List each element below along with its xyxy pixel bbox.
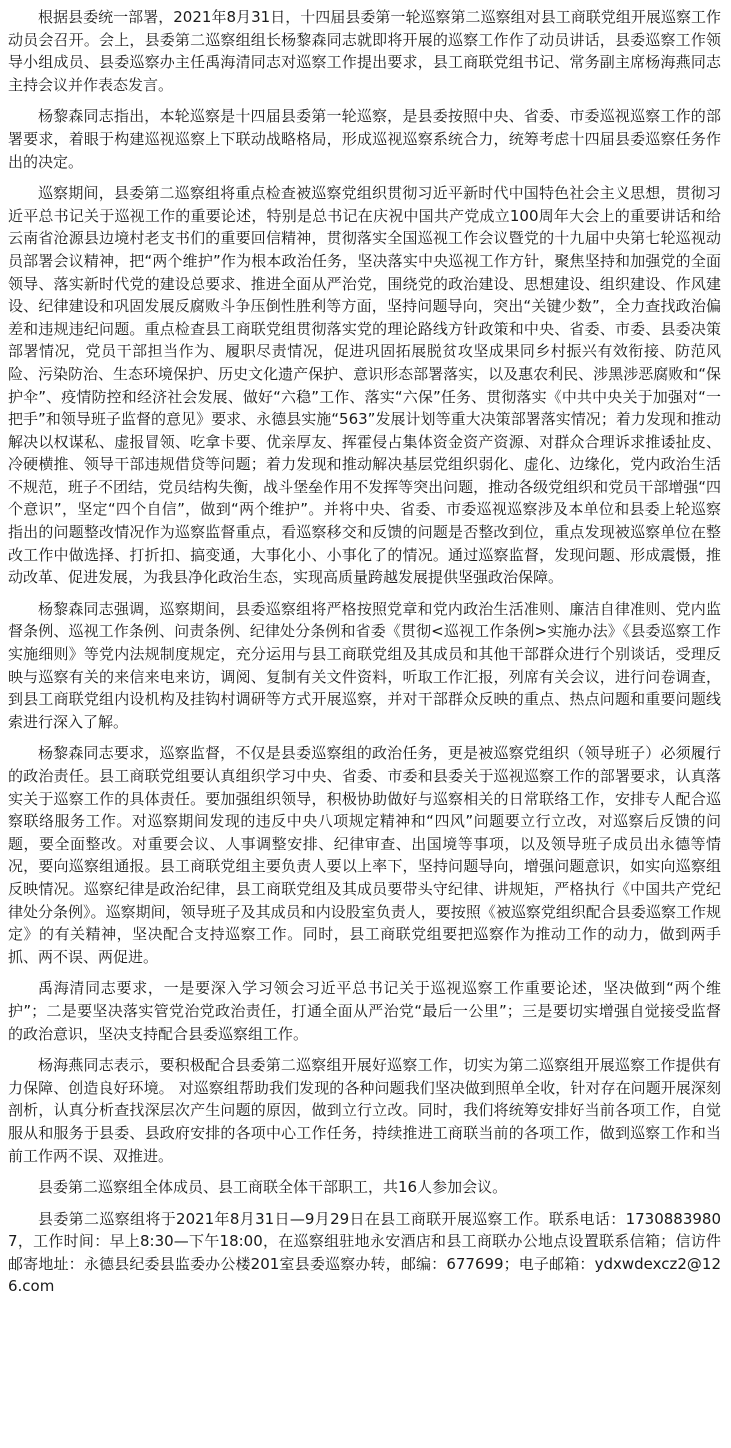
paragraph-inspection-purpose: 杨黎森同志指出，本轮巡察是十四届县委第一轮巡察，是县委按照中央、省委、市委巡视巡察工作的部署要求，着眼于构建巡视巡察上下联动战略格局，形成巡视巡察系统合力，统筹考虑十四届县委巡察任务作出的决定。 (8, 107, 721, 171)
paragraph-yu-haiqing-requirements: 禹海清同志要求，一是要深入学习领会习近平总书记关于巡视巡察工作重要论述，坚决做到“两个维护”；二是要坚决落实管党治党政治责任，打通全面从严治党“最后一公里”；三是要切实增强自觉接受监督的政治意识，坚决支持配合县委巡察组工作。 (8, 979, 721, 1043)
paragraph-requirements: 杨黎森同志要求，巡察监督，不仅是县委巡察组的政治任务，更是被巡察党组织（领导班子）必须履行的政治责任。县工商联党组要认真组织学习中央、省委、市委和县委关于巡视巡察工作的部署要求，认真落实关于巡察工作的具体责任。要加强组织领导，积极协助做好与巡察相关的日常联络工作，安排专人配合巡察联络服务工作。对巡察期间发现的违反中央八项规定精神和“四风”问题要立行立改，对巡察后反馈的问题，要全面整改。对重要会议、人事调整安排、纪律审查、出国境等事项，以及领导班子成员出永德等情况，要向巡察组通报。县工商联党组主要负责人要以上率下，坚持问题导向，增强问题意识，如实向巡察组反映情况。巡察纪律是政治纪律，县工商联党组及其成员要带头守纪律、讲规矩，严格执行《中国共产党纪律处分条例》。巡察期间，领导班子及其成员和内设股室负责人，要按照《被巡察党组织配合县委巡察工作规定》的有关精神，坚决配合支持巡察工作。同时，县工商联党组要把巡察作为推动工作的动力，做到两手抓、两不误、两促进。 (8, 744, 721, 966)
paragraph-attendance: 县委第二巡察组全体成员、县工商联全体干部职工，共16人参加会议。 (38, 1178, 508, 1197)
paragraph-meeting-intro: 根据县委统一部署，2021年8月31日，十四届县委第一轮巡察第二巡察组对县工商联党组开展巡察工作动员会召开。会上，县委第二巡察组组长杨黎森同志就即将开展的巡察工作作了动员讲话，县委巡察工作领导小组成员、县委巡察办主任禹海清同志对巡察工作提出要求，县工商联党组书记、常务副主席杨海燕同志主持会议并作表态发言。 (8, 8, 721, 94)
paragraph-contact-info: 县委第二巡察组将于2021年8月31日—9月29日在县工商联开展巡察工作。联系电话：17308839807，工作时间：早上8:30—下午18:00，在巡察组驻地永安酒店和县工商联办公地点设置联系信箱；信访件邮寄地址：永德县纪委县监委办公楼201室县委巡察办转，邮编：677699；电子邮箱：ydxwdexcz2@126.com (8, 1209, 721, 1296)
paragraph-yang-haiyan-statement: 杨海燕同志表示，要积极配合县委第二巡察组开展好巡察工作，切实为第二巡察组开展巡察工作提供有力保障、创造良好环境。 对巡察组帮助我们发现的各种问题我们坚决做到照单全收，针对存在问题开展深刻剖析，认真分析查找深层次产生问题的原因，做到立行立改。同时，我们将统筹安排好当前各项工作，自觉服从和服务于县委、县政府安排的各项中心工作任务，持续推进工商联当前的各项工作，做到巡察工作和当前工作两不误、双推进。 (8, 1056, 721, 1165)
paragraph-inspection-focus: 巡察期间，县委第二巡察组将重点检查被巡察党组织贯彻习近平新时代中国特色社会主义思想，贯彻习近平总书记关于巡视工作的重要论述，特别是总书记在庆祝中国共产党成立100周年大会上的重要讲话和给云南省沧源县边境村老支书们的重要回信精神，贯彻落实全国巡视工作会议暨党的十九届中央第七轮巡视动员部署会议精神，把“两个维护”作为根本政治任务，坚决落实中央巡视工作方针，聚焦坚持和加强党的全面领导、落实新时代党的建设总要求、推进全面从严治党，围绕党的政治建设、思想建设、组织建设、作风建设、纪律建设和巩固发展反腐败斗争压倒性胜利等方面，坚持问题导向，突出“关键少数”，全力查找政治偏差和违规违纪问题。重点检查县工商联党组贯彻落实党的理论路线方针政策和中央、省委、市委、县委决策部署情况，党员干部担当作为、履职尽责情况，促进巩固拓展脱贫攻坚成果同乡村振兴有效衔接、防范风险、污染防治、生态环境保护、历史文化遗产保护、意识形态部署落实，以及惠农利民、涉黑涉恶腐败和“保护伞”、疫情防控和经济社会发展、做好“六稳”工作、落实“六保”任务、贯彻落实《中共中央关于加强对“一把手”和领导班子监督的意见》要求、永德县实施“563”发展计划等重大决策部署落实情况；着力发现和推动解决以权谋私、虚报冒领、吃拿卡要、优亲厚友、挥霍侵占集体资金资产资源、对群众合理诉求推诿扯皮、冷硬横推、领导干部违规借贷等问题；着力发现和推动解决基层党组织弱化、虚化、边缘化，党内政治生活不规范，班子不团结，党员结构失衡，战斗堡垒作用不发挥等突出问题，推动各级党组织和党员干部增强“四个意识”，坚定“四个自信”，做到“两个维护”。并将中央、省委、市委巡视巡察涉及本单位和县委上轮巡察指出的问题整改情况作为巡察监督重点，看巡察移交和反馈的问题是否整改到位，重点发现被巡察单位在整改工作中做选择、打折扣、搞变通，大事化小、小事化了的情况。通过巡察监督，发现问题、形成震慑，推动改革、促进发展，为我县净化政治生态，实现高质量跨越发展提供坚强政治保障。 (8, 184, 721, 587)
paragraph-inspection-methods: 杨黎森同志强调，巡察期间，县委巡察组将严格按照党章和党内政治生活准则、廉洁自律准则、党内监督条例、巡视工作条例、问责条例、纪律处分条例和省委《贯彻<巡视工作条例>实施办法》《县委巡察工作实施细则》等党内法规制度规定，充分运用与县工商联党组及其成员和其他干部群众进行个别谈话，受理反映与巡察有关的来信来电来访，调阅、复制有关文件资料，听取工作汇报，列席有关会议，进行问卷调查，到县工商联党组内设机构及挂钩村调研等方式开展巡察，并对干部群众反映的重点、热点问题和重要问题线索进行深入了解。 (8, 599, 721, 731)
